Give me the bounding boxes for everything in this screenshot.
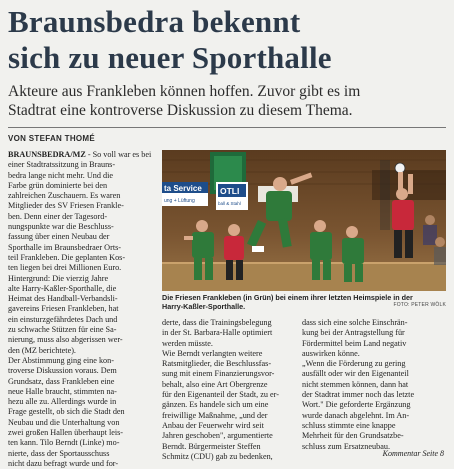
text-line: der Stadtrat immer noch das letzte <box>302 390 415 400</box>
first-line-text: - So voll war es bei <box>85 150 152 159</box>
text-line: dass sich eine solche Einschrän- <box>302 318 408 327</box>
headline-line-2: sich zu neuer Sporthalle <box>8 40 332 75</box>
text-line: hezu alle zu. Allerdings wurde in <box>8 397 117 407</box>
subheadline <box>8 82 448 120</box>
text-line: den (MZ berichtete). <box>8 345 76 355</box>
photo-credit: FOTO: PETER WÖLK <box>393 302 446 308</box>
text-line: Wie Berndt verlangten weitere <box>162 348 263 358</box>
text-line: für den Eigenanteil der Stadt, zu er- <box>162 390 279 400</box>
text-line: nierte, dass der Sportausschuss <box>8 448 110 458</box>
text-line: nicht stemmen können, dann hat <box>302 379 409 389</box>
text-line: einer Stadtratssitzung in Brauns- <box>8 160 116 170</box>
article-column-2 <box>162 318 298 462</box>
text-line: Mehrheit für den Grundsatzbe- <box>302 431 404 441</box>
text-line: nicht dazu befragt wurde und for- <box>8 458 119 468</box>
text-line: Jahren geschoben", argumentierte <box>162 431 273 441</box>
comment-reference: Kommentar Seite 8 <box>382 449 444 458</box>
text-line: zwei großen Hallen überhaupt leis- <box>8 428 124 438</box>
text-line: werden müsste. <box>162 338 213 348</box>
text-line: ten kann. Tilo Berndt (Linke) mo- <box>8 438 120 448</box>
text-line: Sporthalle im Braunsbedraer Orts- <box>8 242 122 252</box>
banner-right-small-text: ball & Stahl <box>218 201 241 206</box>
first-line <box>8 150 156 160</box>
column-1-body <box>8 160 156 469</box>
text-line: Der Abstimmung ging eine kon- <box>8 355 114 365</box>
text-line: gavereins Friesen Frankleben, hat <box>8 304 119 314</box>
banner-right-text: OTLI <box>220 186 240 196</box>
text-line: Hintergrund: Die vierzig Jahre <box>8 273 109 283</box>
dateline: BRAUNSBEDRA/MZ <box>8 150 86 159</box>
banner-left-small-text: ung + Lüftung <box>164 198 195 204</box>
text-line: neue Halle braucht, stimmten na- <box>8 386 117 396</box>
text-line: kung bei der Antragstellung für <box>302 328 405 338</box>
text-line: zu schwache Stützen für eine Sa- <box>8 325 117 335</box>
text-line: schluss zum Ersatzneubau. <box>302 441 390 451</box>
text-line: ben. Denn einer der Tagesord- <box>8 211 108 221</box>
text-line: derte, dass die Trainingsbelegung <box>162 318 272 327</box>
text-line: Heimat des Handball-Verbandsli- <box>8 294 118 304</box>
text-line: Berndt. Bürgermeister Steffen <box>162 441 261 451</box>
text-line: „Wenn die Förderung zu gering <box>302 359 406 369</box>
text-line: ein einsturzgefährdetes Dach und <box>8 314 118 324</box>
text-line: Farbe grün dominierte bei den <box>8 180 108 190</box>
text-line: teil Frankleben. Die geplanten Kos- <box>8 252 126 262</box>
text-line: Mitglieder des SV Friesen Frankle- <box>8 201 124 211</box>
text-line: Schmitz (CDU) gab zu bedenken, <box>162 451 273 461</box>
headline-line-1: Braunsbedra bekennt <box>8 4 301 39</box>
text-line: Anbau der Feuerwehr wird seit <box>162 420 264 430</box>
text-line: nungspunkte war die Beschluss- <box>8 222 114 232</box>
text-line: Grundsatz, dass Frankleben eine <box>8 376 115 386</box>
headline <box>8 4 448 76</box>
text-line: schluss stimmte eine knappe <box>302 420 396 430</box>
text-line: Neubau und die Unterhaltung von <box>8 417 120 427</box>
text-line: Fördermittel beim Land negativ <box>302 338 407 348</box>
subheadline-line-2: Stadtrat eine kontroverse Diskussion zu diesem Thema. <box>8 102 353 119</box>
article-column-1 <box>8 150 156 469</box>
handball-photo-illustration <box>162 150 446 291</box>
text-line: nierung, muss also abgerissen wer- <box>8 335 123 345</box>
byline: VON STEFAN THOMÉ <box>8 134 96 143</box>
text-line: ten liegen bei drei Millionen Euro. <box>8 263 122 273</box>
text-line: auswirken könne. <box>302 348 360 358</box>
text-line: gänzen. Es handele sich um eine <box>162 400 269 410</box>
divider <box>8 127 446 128</box>
caption-line-1: Die Friesen Frankleben (in Grün) bei einem ihrer letzten Heimspiele in der <box>162 293 413 302</box>
text-line: sung mit einem Finanzierungsvor- <box>162 369 275 379</box>
text-line: troverse Diskussion voraus. Dem <box>8 366 117 376</box>
subheadline-line-1: Akteure aus Frankleben können hoffen. Zuvor gibt es im <box>8 83 361 100</box>
text-line: Ratsmitglieder, die Beschlussfas- <box>162 359 272 369</box>
text-line: zahlreichen Zuschauern. Es waren <box>8 191 121 201</box>
text-line: fassung über einen Neubau der <box>8 232 110 242</box>
text-line: wurde danach abgelehnt. Im An- <box>302 410 410 420</box>
text-line: ausfällt oder wir den Eigenanteil <box>302 369 409 379</box>
text-line: bedra lange nicht mehr. Und die <box>8 170 114 180</box>
text-line: Frage gestellt, ob sich die Stadt den <box>8 407 125 417</box>
text-line: Wort." Die geforderte Ergänzung <box>302 400 411 410</box>
text-line: alte Harry-Kaßler-Sporthalle, die <box>8 283 117 293</box>
banner-left-text: ta Service <box>164 184 202 193</box>
article-photo <box>162 150 446 291</box>
text-line: freiwillige Maßnahme, „und der <box>162 410 268 420</box>
caption-line-2: Harry-Kaßler-Sporthalle. <box>162 302 246 311</box>
text-line: behalt, also eine Art Obergrenze <box>162 379 268 389</box>
text-line: in der St. Barbara-Halle optimiert <box>162 328 273 338</box>
article-column-3 <box>302 318 446 452</box>
